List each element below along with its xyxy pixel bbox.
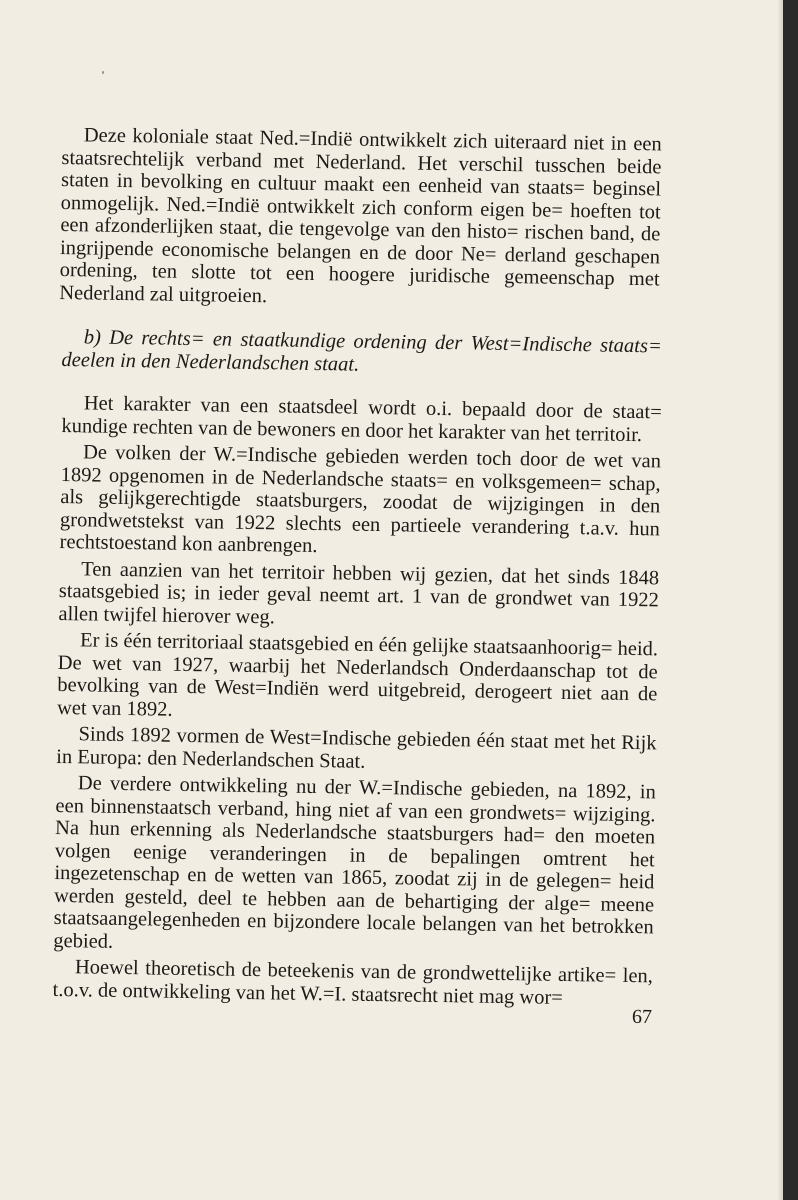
section-heading: b) De rechts= en staatkundige ordening der West=Indische staats= deelen in den Nederlandschen staat.	[61, 326, 662, 376]
main-text-block	[52, 392, 661, 1010]
paragraph: De verdere ontwikkeling nu der W.=Indische gebieden, na 1892, in een binnenstaatsch verband, hing niet af van een grondwets= wijziging. Na hun erkenning als Nederlandsche staatsburgers had= den moeten volgen eenige veranderingen in de bepalingen omtrent het ingezetenschap en de wetten van 1865, zoodat zij in de gelegen= heid werden gesteld, deel te hebben aan de behartiging der alge= meene staatsaangelegenheden en bijzondere locale belangen van het betrokken gebied.	[53, 772, 656, 953]
paragraph: Deze koloniale staat Ned.=Indië ontwikkelt zich uiteraard niet in een staatsrechtelijk verband met Nederland. Het verschil tusschen beide staten in bevolking en cultuur maakt een eenheid van staats= beginsel onmogelijk. Ned.=Indië ontwikkelt zich conform eigen be= hoeften tot een afzonderlijken staat, die tengevolge van den histo= rischen band, de ingrijpende economische belangen en de door Ne= derland geschapen ordening, ten slotte tot een hoogere juridische gemeenschap met Nederland zal uitgroeien.	[59, 124, 662, 307]
opening-paragraph-block	[59, 124, 662, 313]
paragraph: Hoewel theoretisch de beteekenis van de grondwettelijke artike= len, t.o.v. de ontwikkeling van het W.=I. staatsrecht niet mag wor=	[52, 956, 654, 1009]
paragraph: Het karakter van een staatsdeel wordt o.i. bepaald door de staat= kundige rechten van de bewoners en door het karakter van het territoir.	[61, 392, 662, 446]
page-edge-shadow	[777, 0, 783, 1200]
paragraph: Sinds 1892 vormen de West=Indische gebieden één staat met het Rijk in Europa: den Nederlandschen Staat.	[56, 723, 657, 773]
page-number: 67	[631, 1005, 653, 1029]
paragraph: Ten aanzien van het territoir hebben wij gezien, dat het sinds 1848 staatsgebied is; in ieder geval neemt art. 1 van de grondwet van 1922 allen twijfel hierover weg.	[58, 557, 660, 628]
paper-speck	[102, 71, 104, 74]
paragraph: De volken der W.=Indische gebieden werden toch door de wet van 1892 opgenomen in de Nederlandsche staats= en volksgemeen= schap, als gelijkgerechtigde staatsburgers, zoodat de wijzigingen in den grondwetstekst van 1922 slechts een partieele verandering t.a.v. hun rechtstoestand kon aanbrengen.	[59, 441, 662, 558]
paragraph: Er is één territoriaal staatsgebied en één gelijke staatsaanhoorig= heid. De wet van 1927, waarbij het Nederlandsch Onderdaanschap tot de bevolking van de West=Indiën werd uitgebreid, derogeert niet aan de wet van 1892.	[56, 629, 659, 721]
section-heading-block	[61, 326, 662, 380]
